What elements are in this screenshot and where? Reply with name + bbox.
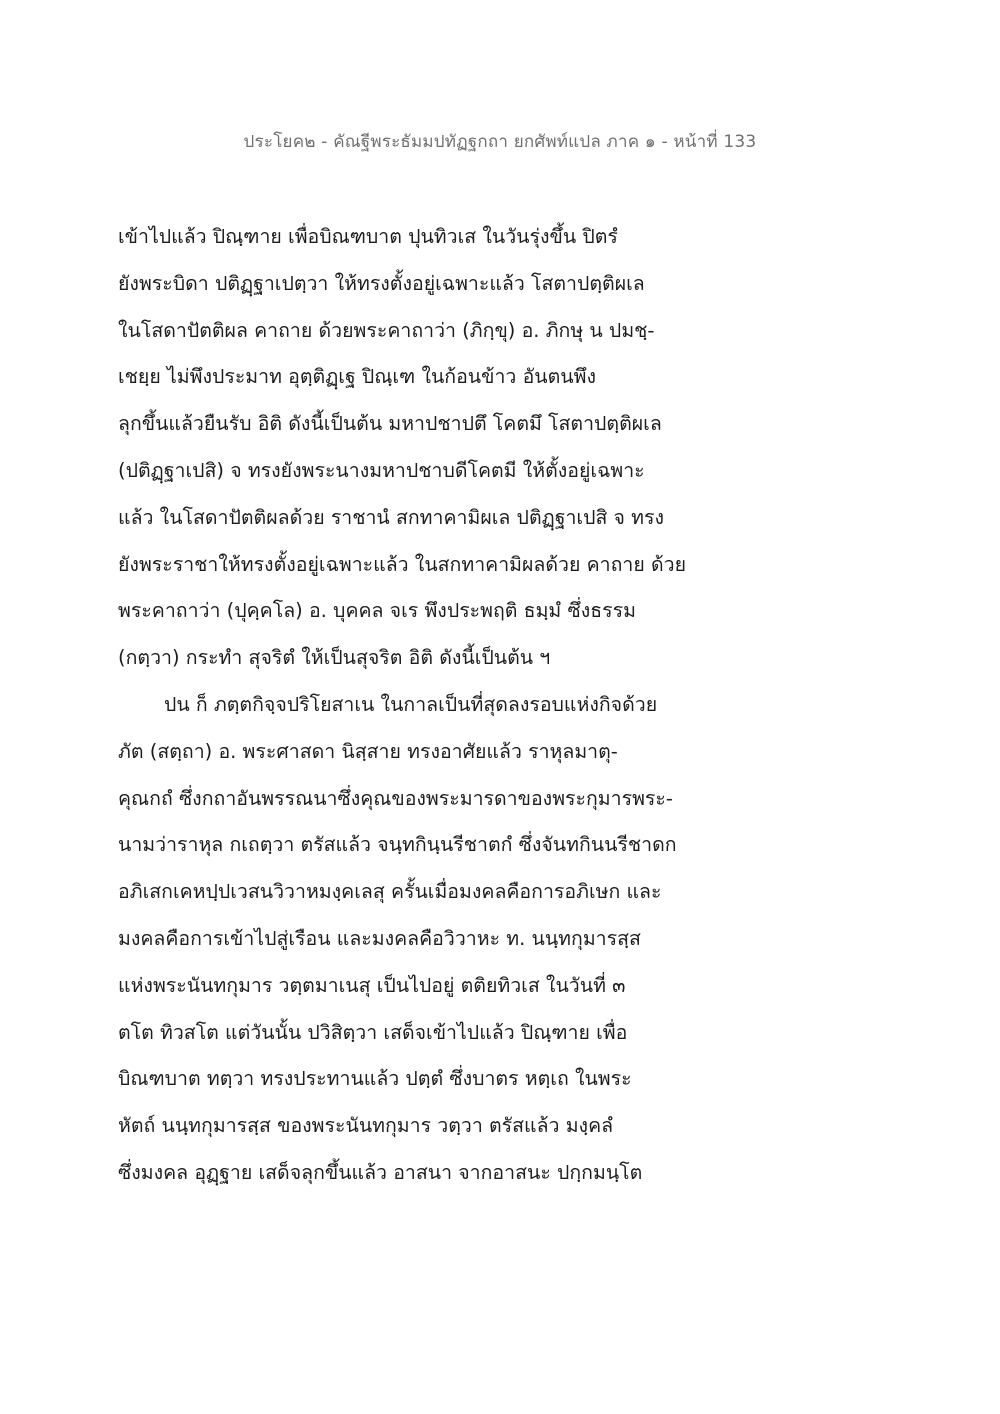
text-line: นามว่าราหุล กเถตฺวา ตรัสแล้ว จนฺทกินฺนรีชาตกํ ซึ่งจันทกินนรีชาดก	[118, 833, 677, 857]
text-line: อภิเสกเคหปฺปเวสนวิวาหมงฺคเลสุ ครั้นเมื่อมงคลคือการอภิเษก และ	[118, 880, 662, 904]
text-line: มงคลคือการเข้าไปสู่เรือน และมงคลคือวิวาหะ ท. นนฺทกุมารสฺส	[118, 926, 641, 950]
text-line: (ปติฏฺฐาเปสิ) จ ทรงยังพระนางมหาปชาบดีโคตมี ให้ตั้งอยู่เฉพาะ	[118, 458, 645, 482]
text-line: (กตฺวา) กระทำ สุจริตํ ให้เป็นสุจริต อิติ ดังนี้เป็นต้น ฯ	[118, 646, 551, 670]
running-header: ประโยค๒ - คัณฐีพระธัมมปทัฏฐกถา ยกศัพท์แปล ภาค ๑ - หน้าที่ 133	[243, 132, 757, 152]
text-line: แห่งพระนันทกุมาร วตฺตมาเนสุ เป็นไปอยู่ ตติยทิวเส ในวันที่ ๓	[118, 973, 626, 997]
text-line: คุณกถํ ซึ่งกถาอันพรรณนาซึ่งคุณของพระมารดาของพระกุมารพระ-	[118, 786, 673, 810]
text-line: ในโสดาปัตติผล คาถาย ด้วยพระคาถาว่า (ภิกฺขุ) อ. ภิกษุ น ปมชฺ-	[118, 318, 655, 342]
text-line: เชยฺย ไม่พึงประมาท อุตฺติฏฺเฐ ปิณฺเฑ ในก้อนข้าว อันตนพึง	[118, 365, 596, 389]
body-text	[118, 214, 708, 1197]
text-line: ยังพระบิดา ปติฏฺฐาเปตฺวา ให้ทรงตั้งอยู่เฉพาะแล้ว โสตาปตฺติผเล	[118, 271, 645, 295]
text-line: บิณฑบาต ทตฺวา ทรงประทานแล้ว ปตฺตํ ซึ่งบาตร หตฺเถ ในพระ	[118, 1067, 632, 1091]
text-line: ลุกขึ้นแล้วยืนรับ อิติ ดังนี้เป็นต้น มหาปชาปตึ โคตมึ โสตาปตฺติผเล	[118, 412, 662, 436]
text-line: ตโต ทิวสโต แต่วันนั้น ปวิสิตฺวา เสด็จเข้าไปแล้ว ปิณฺฑาย เพื่อ	[118, 1020, 628, 1044]
text-line: เข้าไปแล้ว ปิณฺฑาย เพื่อบิณฑบาต ปุนทิวเส ในวันรุ่งขึ้น ปิตรํ	[118, 225, 618, 248]
paragraph-start-line: ปน ก็ ภตฺตกิจฺจปริโยสาเน ในกาลเป็นที่สุดลงรอบแห่งกิจด้วย	[164, 692, 658, 716]
text-line: ซึ่งมงคล อุฏฺฐาย เสด็จลุกขึ้นแล้ว อาสนา จากอาสนะ ปกฺกมนฺโต	[118, 1160, 643, 1184]
text-line: แล้ว ในโสดาปัตติผลด้วย ราชานํ สกทาคามิผเล ปติฏฺฐาเปสิ จ ทรง	[118, 505, 665, 529]
text-line: พระคาถาว่า (ปุคฺคโล) อ. บุคคล จเร พึงประพฤติ ธมฺมํ ซึ่งธรรม	[118, 599, 636, 623]
text-line: ยังพระราชาให้ทรงตั้งอยู่เฉพาะแล้ว ในสกทาคามิผลด้วย คาถาย ด้วย	[118, 552, 687, 576]
text-line: หัตถ์ นนฺทกุมารสฺส ของพระนันทกุมาร วตฺวา ตรัสแล้ว มงฺคลํ	[118, 1114, 614, 1138]
text-line: ภัต (สตฺถา) อ. พระศาสดา นิสฺสาย ทรงอาศัยแล้ว ราหุลมาตุ-	[118, 739, 618, 763]
